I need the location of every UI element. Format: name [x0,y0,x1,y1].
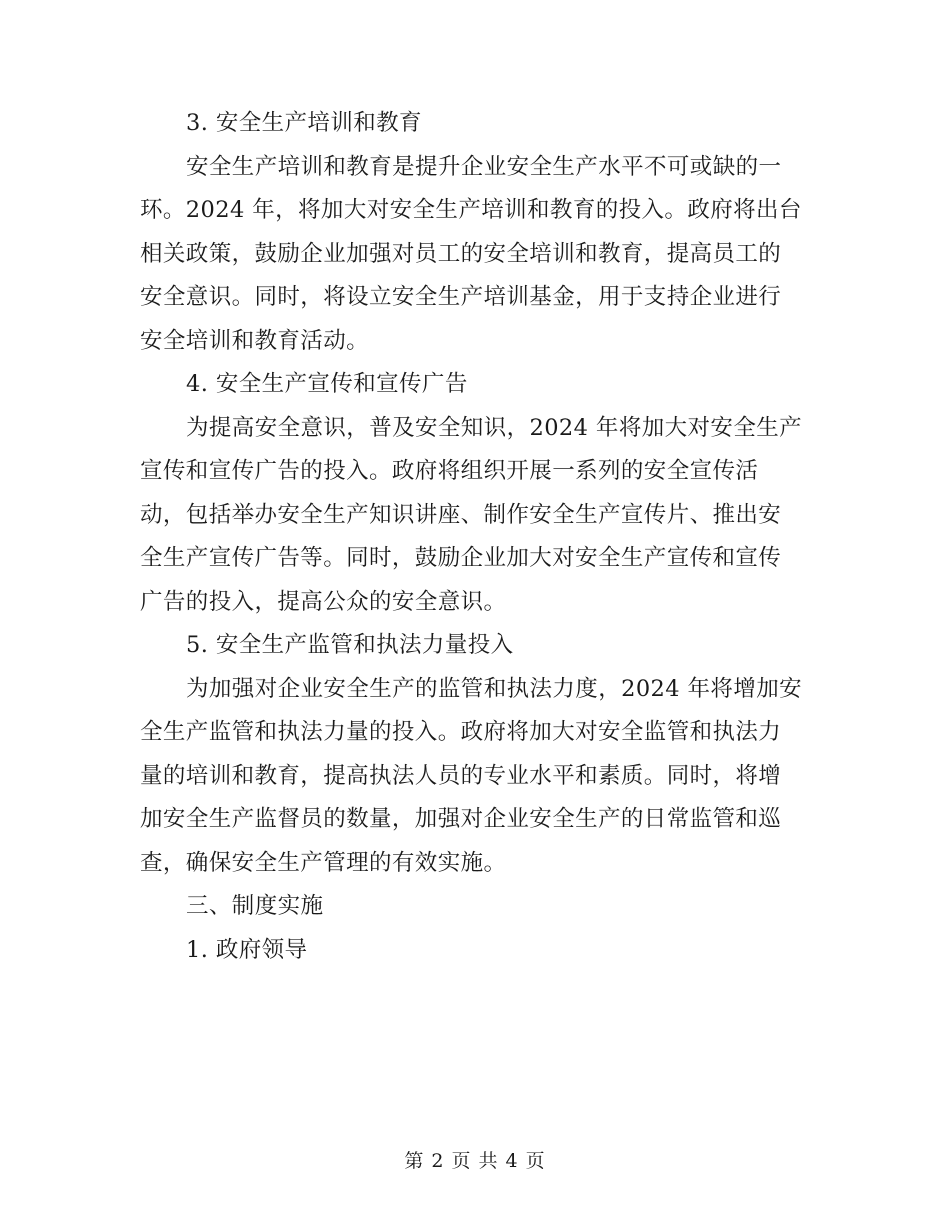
paragraph-line: 全生产监管和执法力量的投入。政府将加大对安全监管和执法力 [140,719,782,745]
page-number-footer: 第 2 页 共 4 页 [404,1150,546,1172]
paragraph-line: 相关政策，鼓励企业加强对员工的安全培训和教育，提高员工的 [140,240,782,267]
paragraph-line: 安全意识。同时，将设立安全生产培训基金，用于支持企业进行 [140,284,782,310]
paragraph-line: 动，包括举办安全生产知识讲座、制作安全生产宣传片、推出安 [140,501,782,528]
chapter-heading-3: 三、制度实施 [186,893,324,919]
document-body [140,102,810,972]
paragraph-line: 为加强对企业安全生产的监管和执法力度，2024 年将增加安 [186,675,803,702]
subsection-heading-1: 1. 政府领导 [186,936,308,963]
section-heading-3: 3. 安全生产培训和教育 [186,110,422,136]
paragraph-line: 查，确保安全生产管理的有效实施。 [140,849,507,876]
paragraph-line: 安全培训和教育活动。 [140,327,370,354]
paragraph-line: 量的培训和教育，提高执法人员的专业水平和素质。同时，将增 [140,762,782,789]
paragraph-line: 加安全生产监督员的数量，加强对企业安全生产的日常监管和巡 [140,806,782,832]
paragraph-line: 为提高安全意识，普及安全知识，2024 年将加大对安全生产 [186,414,803,441]
paragraph-line: 安全生产培训和教育是提升企业安全生产水平不可或缺的一 [186,153,782,180]
paragraph-line: 环。2024 年，将加大对安全生产培训和教育的投入。政府将出台 [140,197,802,223]
paragraph-line: 广告的投入，提高公众的安全意识。 [140,588,507,615]
paragraph-line: 全生产宣传广告等。同时，鼓励企业加大对安全生产宣传和宣传 [140,545,782,571]
section-heading-5: 5. 安全生产监管和执法力量投入 [186,632,514,658]
section-heading-4: 4. 安全生产宣传和宣传广告 [186,371,468,397]
paragraph-line: 宣传和宣传广告的投入。政府将组织开展一系列的安全宣传活 [140,458,759,484]
